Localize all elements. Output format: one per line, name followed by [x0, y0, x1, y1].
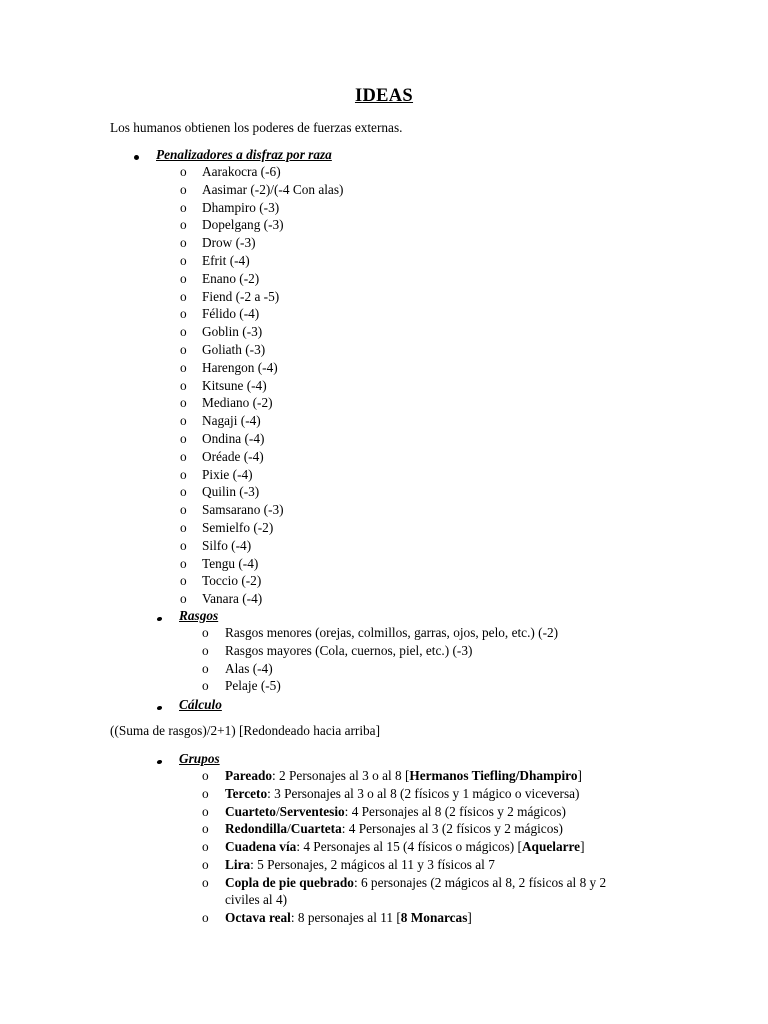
bullet-dot	[156, 617, 162, 621]
list-item: Lira: 5 Personajes, 2 mágicos al 11 y 3 físicos al 7	[225, 857, 495, 872]
list-item: Oréade (-4)	[202, 448, 264, 464]
group-name: Cuarteto	[225, 803, 276, 819]
group-name: Copla de pie quebrado	[225, 874, 354, 890]
list-item: Fiend (-2 a -5)	[202, 288, 280, 304]
sub-bullet-marker: o	[180, 520, 187, 535]
list-item: Quilin (-3)	[202, 484, 260, 500]
list-item: Dopelgang (-3)	[202, 217, 284, 233]
list-item: Tengu (-4)	[202, 555, 259, 571]
sub-bullet-marker: o	[180, 502, 187, 518]
sub-bullet-marker: o	[180, 395, 187, 411]
sub-bullet-marker: o	[180, 324, 187, 340]
list-item: Enano (-2)	[202, 270, 260, 286]
list-item: Nagaji (-4)	[202, 413, 261, 429]
group-name: Pareado	[225, 768, 273, 783]
document-title: IDEAS	[354, 86, 414, 106]
sub-bullet-marker: o	[180, 270, 187, 286]
section-heading-label: Cálculo	[179, 697, 222, 712]
group-name-alt: Serventesio	[279, 803, 345, 819]
sub-bullet-marker: o	[202, 821, 209, 837]
sub-bullet-marker: o	[202, 803, 209, 819]
calculo-formula: ((Suma de rasgos)/2+1) [Redondeado hacia arriba]	[110, 723, 381, 738]
list-item: Copla de pie quebrado: 6 personajes (2 mágicos al 8, 2 físicos al 8 y 2	[225, 874, 607, 890]
list-item: Ondina (-4)	[202, 431, 265, 446]
list-item: Pelaje (-5)	[225, 678, 281, 694]
sub-bullet-marker: o	[180, 591, 187, 607]
sub-bullet-marker: o	[180, 413, 187, 429]
list-item: Pixie (-4)	[202, 466, 253, 482]
sub-bullet-marker: o	[180, 537, 187, 553]
sub-bullet-marker: o	[180, 573, 187, 589]
list-item: Efrit (-4)	[202, 253, 250, 268]
sub-bullet-marker: o	[180, 431, 187, 446]
sub-bullet-marker: o	[202, 660, 209, 676]
group-name-alt: Cuarteta	[290, 821, 342, 837]
list-item: Pareado: 2 Personajes al 3 o al 8 [Hermanos Tiefling/Dhampiro]	[225, 768, 582, 783]
list-item: Semielfo (-2)	[202, 520, 274, 535]
list-item: Alas (-4)	[225, 660, 273, 676]
sub-bullet-marker: o	[202, 768, 209, 783]
sub-bullet-marker: o	[180, 164, 187, 179]
sub-bullet-marker: o	[180, 448, 187, 464]
list-item: Redondilla/Cuarteta: 4 Personajes al 3 (2 físicos y 2 mágicos)	[225, 821, 563, 837]
sub-bullet-marker: o	[180, 181, 187, 197]
sub-bullet-marker: o	[202, 874, 209, 890]
list-item: Dhampiro (-3)	[202, 199, 280, 215]
list-item: Cuadena vía: 4 Personajes al 15 (4 físicos o mágicos) [Aquelarre]	[225, 839, 585, 855]
group-highlight: Hermanos Tiefling/Dhampiro	[409, 768, 578, 783]
list-item: Toccio (-2)	[202, 573, 262, 589]
list-item: Samsarano (-3)	[202, 502, 284, 518]
sub-bullet-marker: o	[180, 253, 187, 268]
group-name: Lira	[225, 857, 251, 872]
group-name: Cuadena vía	[225, 839, 297, 855]
section-heading-label: Rasgos	[179, 608, 219, 623]
group-name: Terceto	[225, 785, 268, 801]
section-heading-label: Penalizadores a disfraz por raza	[156, 147, 332, 162]
list-item-continuation: civiles al 4)	[225, 891, 288, 907]
list-item: Rasgos menores (orejas, colmillos, garras, ojos, pelo, etc.) (-2)	[225, 625, 559, 640]
sub-bullet-marker: o	[180, 555, 187, 571]
list-item: Harengon (-4)	[202, 359, 278, 375]
group-highlight: 8 Monarcas	[400, 910, 468, 926]
group-name: Octava real	[225, 910, 291, 926]
section-heading-penalizadores	[156, 146, 332, 164]
sub-bullet-marker: o	[202, 785, 209, 801]
list-item: Rasgos mayores (Cola, cuernos, piel, etc.) (-3)	[225, 642, 473, 658]
bullet-dot	[156, 706, 162, 710]
list-item: Vanara (-4)	[202, 591, 263, 607]
list-item: Terceto: 3 Personajes al 3 o al 8 (2 físicos y 1 mágico o viceversa)	[225, 785, 580, 801]
sub-bullet-marker: o	[202, 839, 209, 855]
section-heading-grupos	[179, 750, 220, 768]
sub-bullet-marker: o	[180, 484, 187, 500]
sub-bullet-marker: o	[180, 306, 187, 322]
sub-bullet-marker: o	[180, 217, 187, 233]
sub-bullet-marker: o	[180, 359, 187, 375]
section-heading-rasgos	[179, 607, 218, 625]
sub-bullet-marker: o	[202, 678, 209, 694]
sub-bullet-marker: o	[180, 342, 187, 357]
list-item: Aasimar (-2)/(-4 Con alas)	[202, 181, 344, 197]
sub-bullet-marker: o	[202, 910, 209, 926]
list-item: Goliath (-3)	[202, 342, 266, 357]
section-heading-label: Grupos	[179, 751, 220, 766]
sub-bullet-marker: o	[180, 288, 187, 304]
section-heading-calculo	[179, 696, 222, 714]
sub-bullet-marker: o	[202, 625, 209, 640]
sub-bullet-marker: o	[180, 235, 187, 251]
list-item: Félido (-4)	[202, 306, 260, 322]
list-item: Aarakocra (-6)	[202, 164, 281, 179]
list-item: Silfo (-4)	[202, 537, 252, 553]
intro-paragraph: Los humanos obtienen los poderes de fuerzas externas.	[110, 120, 403, 135]
list-item: Mediano (-2)	[202, 395, 273, 411]
list-item: Cuarteto/Serventesio: 4 Personajes al 8 (2 físicos y 2 mágicos)	[225, 803, 566, 819]
list-item: Octava real: 8 personajes al 11 [8 Monarcas]	[225, 910, 472, 926]
list-item: Drow (-3)	[202, 235, 256, 251]
sub-bullet-marker: o	[180, 199, 187, 215]
list-item: Kitsune (-4)	[202, 377, 267, 393]
list-item: Goblin (-3)	[202, 324, 263, 340]
group-highlight: Aquelarre	[521, 839, 581, 855]
sub-bullet-marker: o	[180, 466, 187, 482]
sub-bullet-marker: o	[202, 857, 209, 872]
bullet-dot	[156, 760, 162, 764]
group-name: Redondilla	[225, 821, 288, 837]
sub-bullet-marker: o	[180, 377, 187, 393]
bullet-dot	[134, 155, 139, 160]
sub-bullet-marker: o	[202, 642, 209, 658]
